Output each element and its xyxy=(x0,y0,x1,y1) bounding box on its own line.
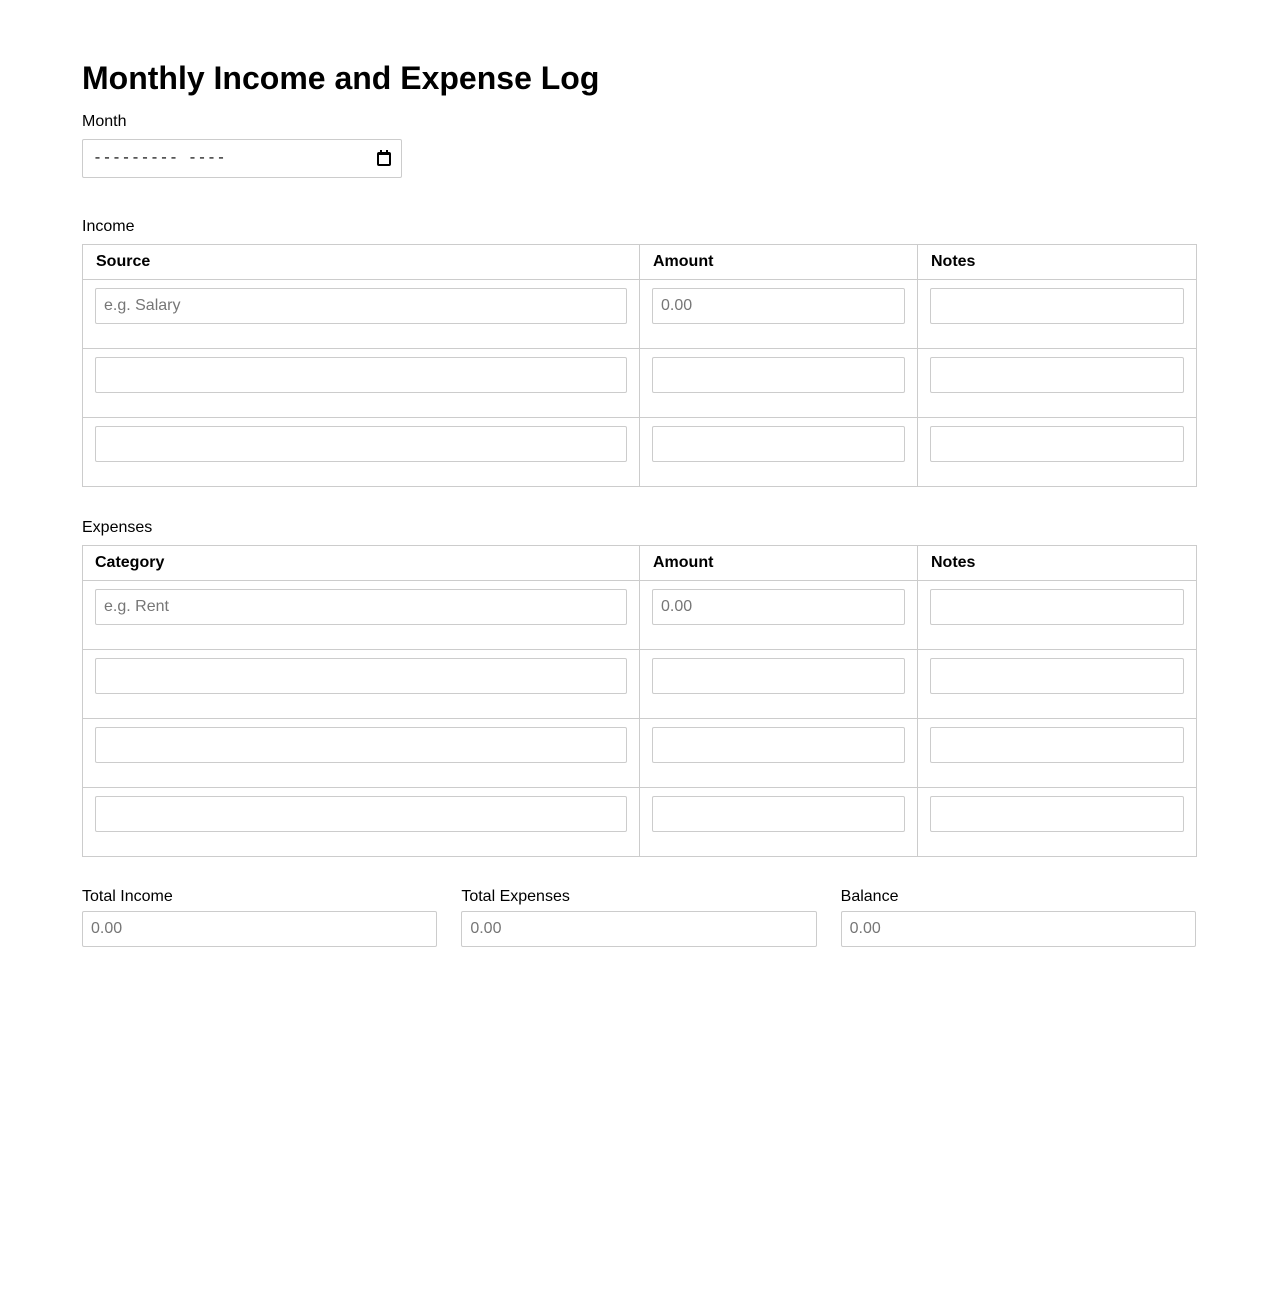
table-row xyxy=(83,280,1197,349)
table-row xyxy=(83,788,1197,857)
table-row xyxy=(83,650,1197,719)
income-table-header xyxy=(83,245,1197,280)
expenses-section-label: Expenses xyxy=(82,519,153,536)
income-amount-input[interactable] xyxy=(652,288,905,324)
income-section-label: Income xyxy=(82,218,135,235)
expense-category-input[interactable] xyxy=(95,589,627,625)
totals-section xyxy=(82,887,1196,947)
balance-label: Balance xyxy=(840,888,899,905)
table-row xyxy=(83,418,1197,487)
column-header-amount: Amount xyxy=(640,546,918,581)
page-title: Monthly Income and Expense Log xyxy=(82,60,600,96)
table-row xyxy=(83,581,1197,650)
balance-group xyxy=(841,887,1196,947)
column-header-source: Source xyxy=(83,245,640,280)
expense-notes-input[interactable] xyxy=(930,727,1184,763)
total-income-label: Total Income xyxy=(82,888,173,905)
expense-category-input[interactable] xyxy=(95,727,627,763)
expense-amount-input[interactable] xyxy=(652,658,905,694)
balance-field[interactable] xyxy=(841,911,1196,947)
month-input[interactable] xyxy=(82,139,402,178)
expense-notes-input[interactable] xyxy=(930,658,1184,694)
expense-amount-input[interactable] xyxy=(652,589,905,625)
income-notes-input[interactable] xyxy=(930,357,1184,393)
income-source-input[interactable] xyxy=(95,426,627,462)
calendar-icon[interactable] xyxy=(377,152,391,166)
total-expenses-field[interactable] xyxy=(461,911,816,947)
column-header-amount: Amount xyxy=(640,245,918,280)
total-expenses-label: Total Expenses xyxy=(461,888,570,905)
income-notes-input[interactable] xyxy=(930,288,1184,324)
month-label: Month xyxy=(82,113,127,130)
column-header-category: Category xyxy=(83,546,640,581)
month-input-mask: --------- ---- xyxy=(93,150,227,167)
income-source-input[interactable] xyxy=(95,357,627,393)
total-income-field[interactable] xyxy=(82,911,437,947)
total-expenses-group xyxy=(461,887,816,947)
income-source-input[interactable] xyxy=(95,288,627,324)
expense-amount-input[interactable] xyxy=(652,796,905,832)
expense-category-input[interactable] xyxy=(95,658,627,694)
column-header-notes: Notes xyxy=(918,546,1197,581)
income-amount-input[interactable] xyxy=(652,426,905,462)
income-notes-input[interactable] xyxy=(930,426,1184,462)
expense-amount-input[interactable] xyxy=(652,727,905,763)
expenses-table-header xyxy=(83,546,1197,581)
table-row xyxy=(83,349,1197,418)
expense-notes-input[interactable] xyxy=(930,589,1184,625)
table-row xyxy=(83,719,1197,788)
income-table xyxy=(82,244,1197,487)
column-header-notes: Notes xyxy=(918,245,1197,280)
total-income-group xyxy=(82,887,437,947)
expense-category-input[interactable] xyxy=(95,796,627,832)
income-amount-input[interactable] xyxy=(652,357,905,393)
expense-notes-input[interactable] xyxy=(930,796,1184,832)
expenses-table xyxy=(82,545,1197,857)
